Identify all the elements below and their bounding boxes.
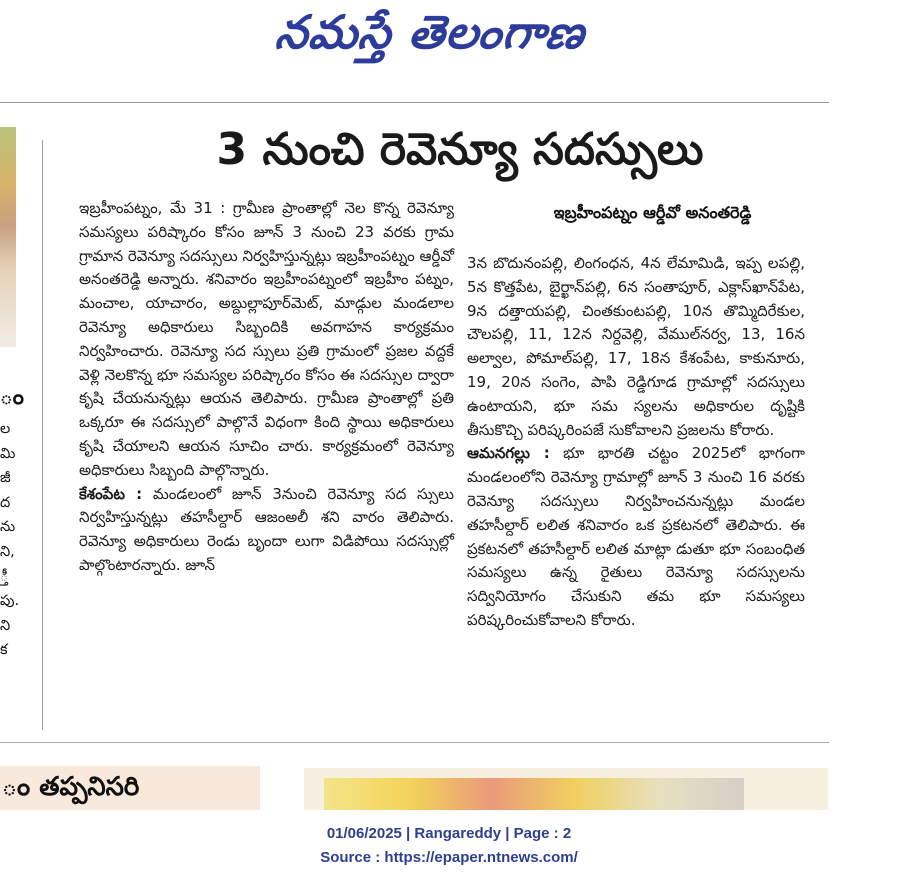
paragraph [79,483,454,578]
fragment-line: జీ [0,470,11,487]
article-byline: ఇబ్రహీంపట్నం ఆర్డీవో అనంతరెడ్డి [553,203,752,222]
paragraph-body: మండలంలో జూన్ 3నుంచి రెవెన్యూ సద స్సులు నిర్వహిస్తున్నట్లు తహసీల్దార్ ఆజంఅలీ శని వారం తెలిపారు. రెవెన్యూ అధికారులు రెండు బృందా లుగా విడిపోయి సదస్సుల్లో పాల్గొంటారన్నారు. జూన్ [79,484,455,574]
adjacent-photo-fragment [0,127,16,347]
paragraph-body: భూ భారతి చట్టం 2025లో భాగంగా మండలంలోని రెవెన్యూ గ్రామాల్లో జూన్ 3 నుంచి 16 వరకు రెవెన్యూ సదస్సులు నిర్వహించనున్నట్లు మండల తహసీల్దార్ లలిత శనివారం ఒక ప్రకటనలో తెలిపారు. ఈ ప్రకటనలో తహసీల్దార్ లలిత మాట్లా డుతూ భూ సంబంధిత సమస్యలు ఉన్న రైతులు రెవెన్యూ సదస్సులను సద్వినియోగం చేసుకుని తమ భూ సమస్యలు పరిష్కరించుకోవాలని కోరారు. [467,444,805,629]
next-article-header [0,766,260,810]
footer-source-link[interactable]: Source : https://epaper.ntnews.com/ [320,849,578,866]
fragment-line: పు. [0,593,20,610]
fragment-line: ల [0,421,11,437]
paragraph: 3న బొదునంపల్లి, లింగంధన, 4న లేమామిడి, ఇప్ప లపల్లి, 5న కొత్తపేట, బైర్ఖాన్‌పల్లి, 6న సంతాపూర్, ఎక్లాస్‌ఖాన్‌పేట, 9న దత్తాయపల్లి, చింతకుంటపల్లి, 10న తొమ్మిదిరేకుల, చౌలపల్లి, 11, 12న నిర్దవెల్లి, వేముల్‌నర్వ, 13, 16న అల్వాల, పోమాల్‌పల్లి, 17, 18న కేశంపేట, కాకునూరు, 19, 20న సంగెం, పాపి రెడ్డిగూడ గ్రామాల్లో సదస్సులు ఉంటాయని, భూ సమ స్యలను అధికారుల దృష్టికి తీసుకొచ్చి పరిష్కరింపజే సుకోవాలని ప్రజలను కోరారు. [467,254,805,439]
top-divider [0,102,829,103]
fragment-line: ద [0,494,11,511]
article-headline: 3 నుంచి రెవెన్యూ సదస్సులు [216,124,704,175]
fragment-line: మి [0,445,16,462]
page-footer [0,822,898,870]
fragment-line: ని, [0,543,15,560]
dateline: ఆమనగల్లు : [467,444,550,463]
article-column-1 [79,197,454,578]
bottom-divider [0,742,829,743]
dateline: కేశంపేట : [79,484,143,503]
advertisement-image [324,778,744,810]
footer-edition-info: 01/06/2025 | Rangareddy | Page : 2 [326,825,572,842]
column-divider [42,140,43,730]
fragment-line: క [0,642,8,659]
adjacent-article-fragment [0,385,24,663]
newspaper-masthead [200,2,660,74]
fragment-line: ్తీ [0,568,9,585]
article-column-2 [467,252,805,633]
next-article-heading: ం తప్పనిసరి [2,772,140,802]
fragment-line: ను [0,519,16,536]
masthead-title: నమస్తే తెలంగాణ [273,5,589,59]
advertisement-fragment [304,768,828,810]
paragraph: ఇబ్రహీంపట్నం, మే 31 : గ్రామీణ ప్రాంతాల్లో నెల కొన్న రెవెన్యూ సమస్యలు పరిష్కారం కోసం జూన్ 3 నుంచి 23 వరకు గ్రామ గ్రామాన రెవెన్యూ సదస్సులు నిర్వహిస్తున్నట్లు ఇబ్రహీంపట్నం ఆర్డీవో అనంతరెడ్డి అన్నారు. శనివారం ఇబ్రహీంపట్నంలో ఇబ్రహీం పట్నం, మంచాల, యాచారం, అబ్దుల్లాపూర్‌మెట్, మాడ్గుల మండలాల రెవెన్యూ అధికారులు సిబ్బందికి అవగాహన కార్యక్రమం నిర్వహించారు. రెవెన్యూ సద స్సులు ప్రతి గ్రామంలో ప్రజల వద్దకే వెళ్లి నెలకొన్న భూ సమస్యల పరిష్కారం కోసం ఈ సదస్సుల ద్వారా కృషి చేయనున్నట్లు ఆయన తెలిపారు. గ్రామీణ ప్రాంతాల్లో ప్రతి ఒక్కరూ ఈ సదస్సులో పాల్గొనే విధంగా కింది స్థాయి అధికారులు కృషి చేయాలని ఆయన సూచిం చారు. కార్యక్రమంలో రెవెన్యూ అధికారులు సిబ్బంది పాల్గొన్నారు. [79,199,454,479]
paragraph [467,442,805,632]
fragment-line: ని [0,617,11,634]
fragment-heading: ం [0,385,24,410]
